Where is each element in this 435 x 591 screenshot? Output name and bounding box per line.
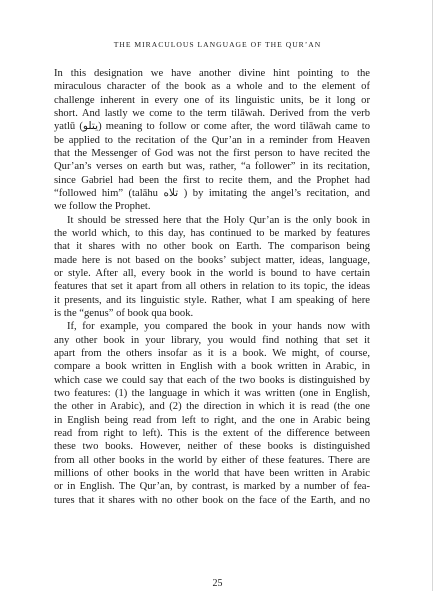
text-line: from all other books in the world by either of these features. There are — [54, 454, 370, 466]
text-line: short. And lastly we come to the term tilāwah. Derived from the verb — [54, 107, 370, 119]
text-line: made here is not based on the books’ subject matter, ideas, language, — [54, 254, 370, 266]
text-line: the world which, to this day, has continued to be marked by features — [54, 227, 370, 239]
text-line: these two books. However, neither of these books is distinguished — [54, 441, 370, 453]
text-line: read from right to left). This is the extent of the difference between — [54, 427, 370, 439]
text-line: or style. After all, every book in the world is bound to have certain — [54, 267, 370, 279]
text-line: that it shares with no other book on Earth. The comparison being — [54, 241, 370, 253]
text-line: any other book in your library, you would find nothing that set it — [54, 334, 370, 346]
text-line: apart from the others insofar as it is a book. We might, of course, — [54, 347, 370, 359]
text-line: compare a book written in English with a book written in Arabic, in — [54, 361, 370, 373]
page-edge-divider — [432, 0, 433, 591]
text-line: in English being read from left to right, and the one in Arabic being — [54, 414, 370, 426]
text-line: miraculous character of the book as a whole and to the element of — [54, 81, 370, 93]
text-line: Qur’an’s verses on earth but was, rather, “a follower” in its recitation, — [54, 161, 370, 173]
running-head: THE MIRACULOUS LANGUAGE OF THE QUR’AN — [113, 40, 322, 49]
text-line: or in English. The Qur’an, by contrast, is marked by a number of fea- — [54, 481, 370, 493]
text-line: It should be stressed here that the Holy Qur’an is the only book in — [67, 214, 370, 226]
text-line: the other in Arabic), and (2) the direction in which it is read (the one — [54, 401, 370, 413]
text-line: In this designation we have another divine hint pointing to the — [54, 68, 370, 79]
text-line: tures that it shares with no other book on the face of the Earth, and no — [54, 494, 370, 506]
text-line: which case we could say that each of the two books is distinguished by — [54, 374, 370, 386]
text-line: we follow the Prophet. — [54, 201, 151, 213]
page-number: 25 — [212, 578, 223, 589]
body-text — [54, 67, 370, 507]
text-line: If, for example, you compared the book in your hands now with — [67, 321, 370, 333]
text-line: features that set it apart from all others in relation to its topic, the ideas — [54, 281, 370, 293]
text-line: be applied to the recitation of the Qur’an in a reminder from Heaven — [54, 134, 370, 146]
text-line: millions of other books in the world that have been written in Arabic — [54, 467, 370, 479]
text-line: yatlū (يتلو) meaning to follow or come after, the word tilāwah came to — [54, 121, 370, 133]
text-line: that the Messenger of God was not the first person to have recited the — [54, 147, 370, 159]
text-line: is the “genus” of book qua book. — [54, 307, 194, 319]
text-line: it presents, and its linguistic style. Rather, what I am speaking of here — [54, 294, 370, 306]
text-line: since Gabriel had been the first to recite them, and the Prophet had — [54, 174, 370, 186]
text-line: challenge inherent in every one of its linguistic units, be it long or — [54, 94, 370, 106]
text-line: two features: (1) the language in which it was written (one in English, — [54, 387, 370, 399]
text-line: “followed him” (talāhu تلاه ) by imitating the angel’s recitation, and — [54, 187, 370, 199]
